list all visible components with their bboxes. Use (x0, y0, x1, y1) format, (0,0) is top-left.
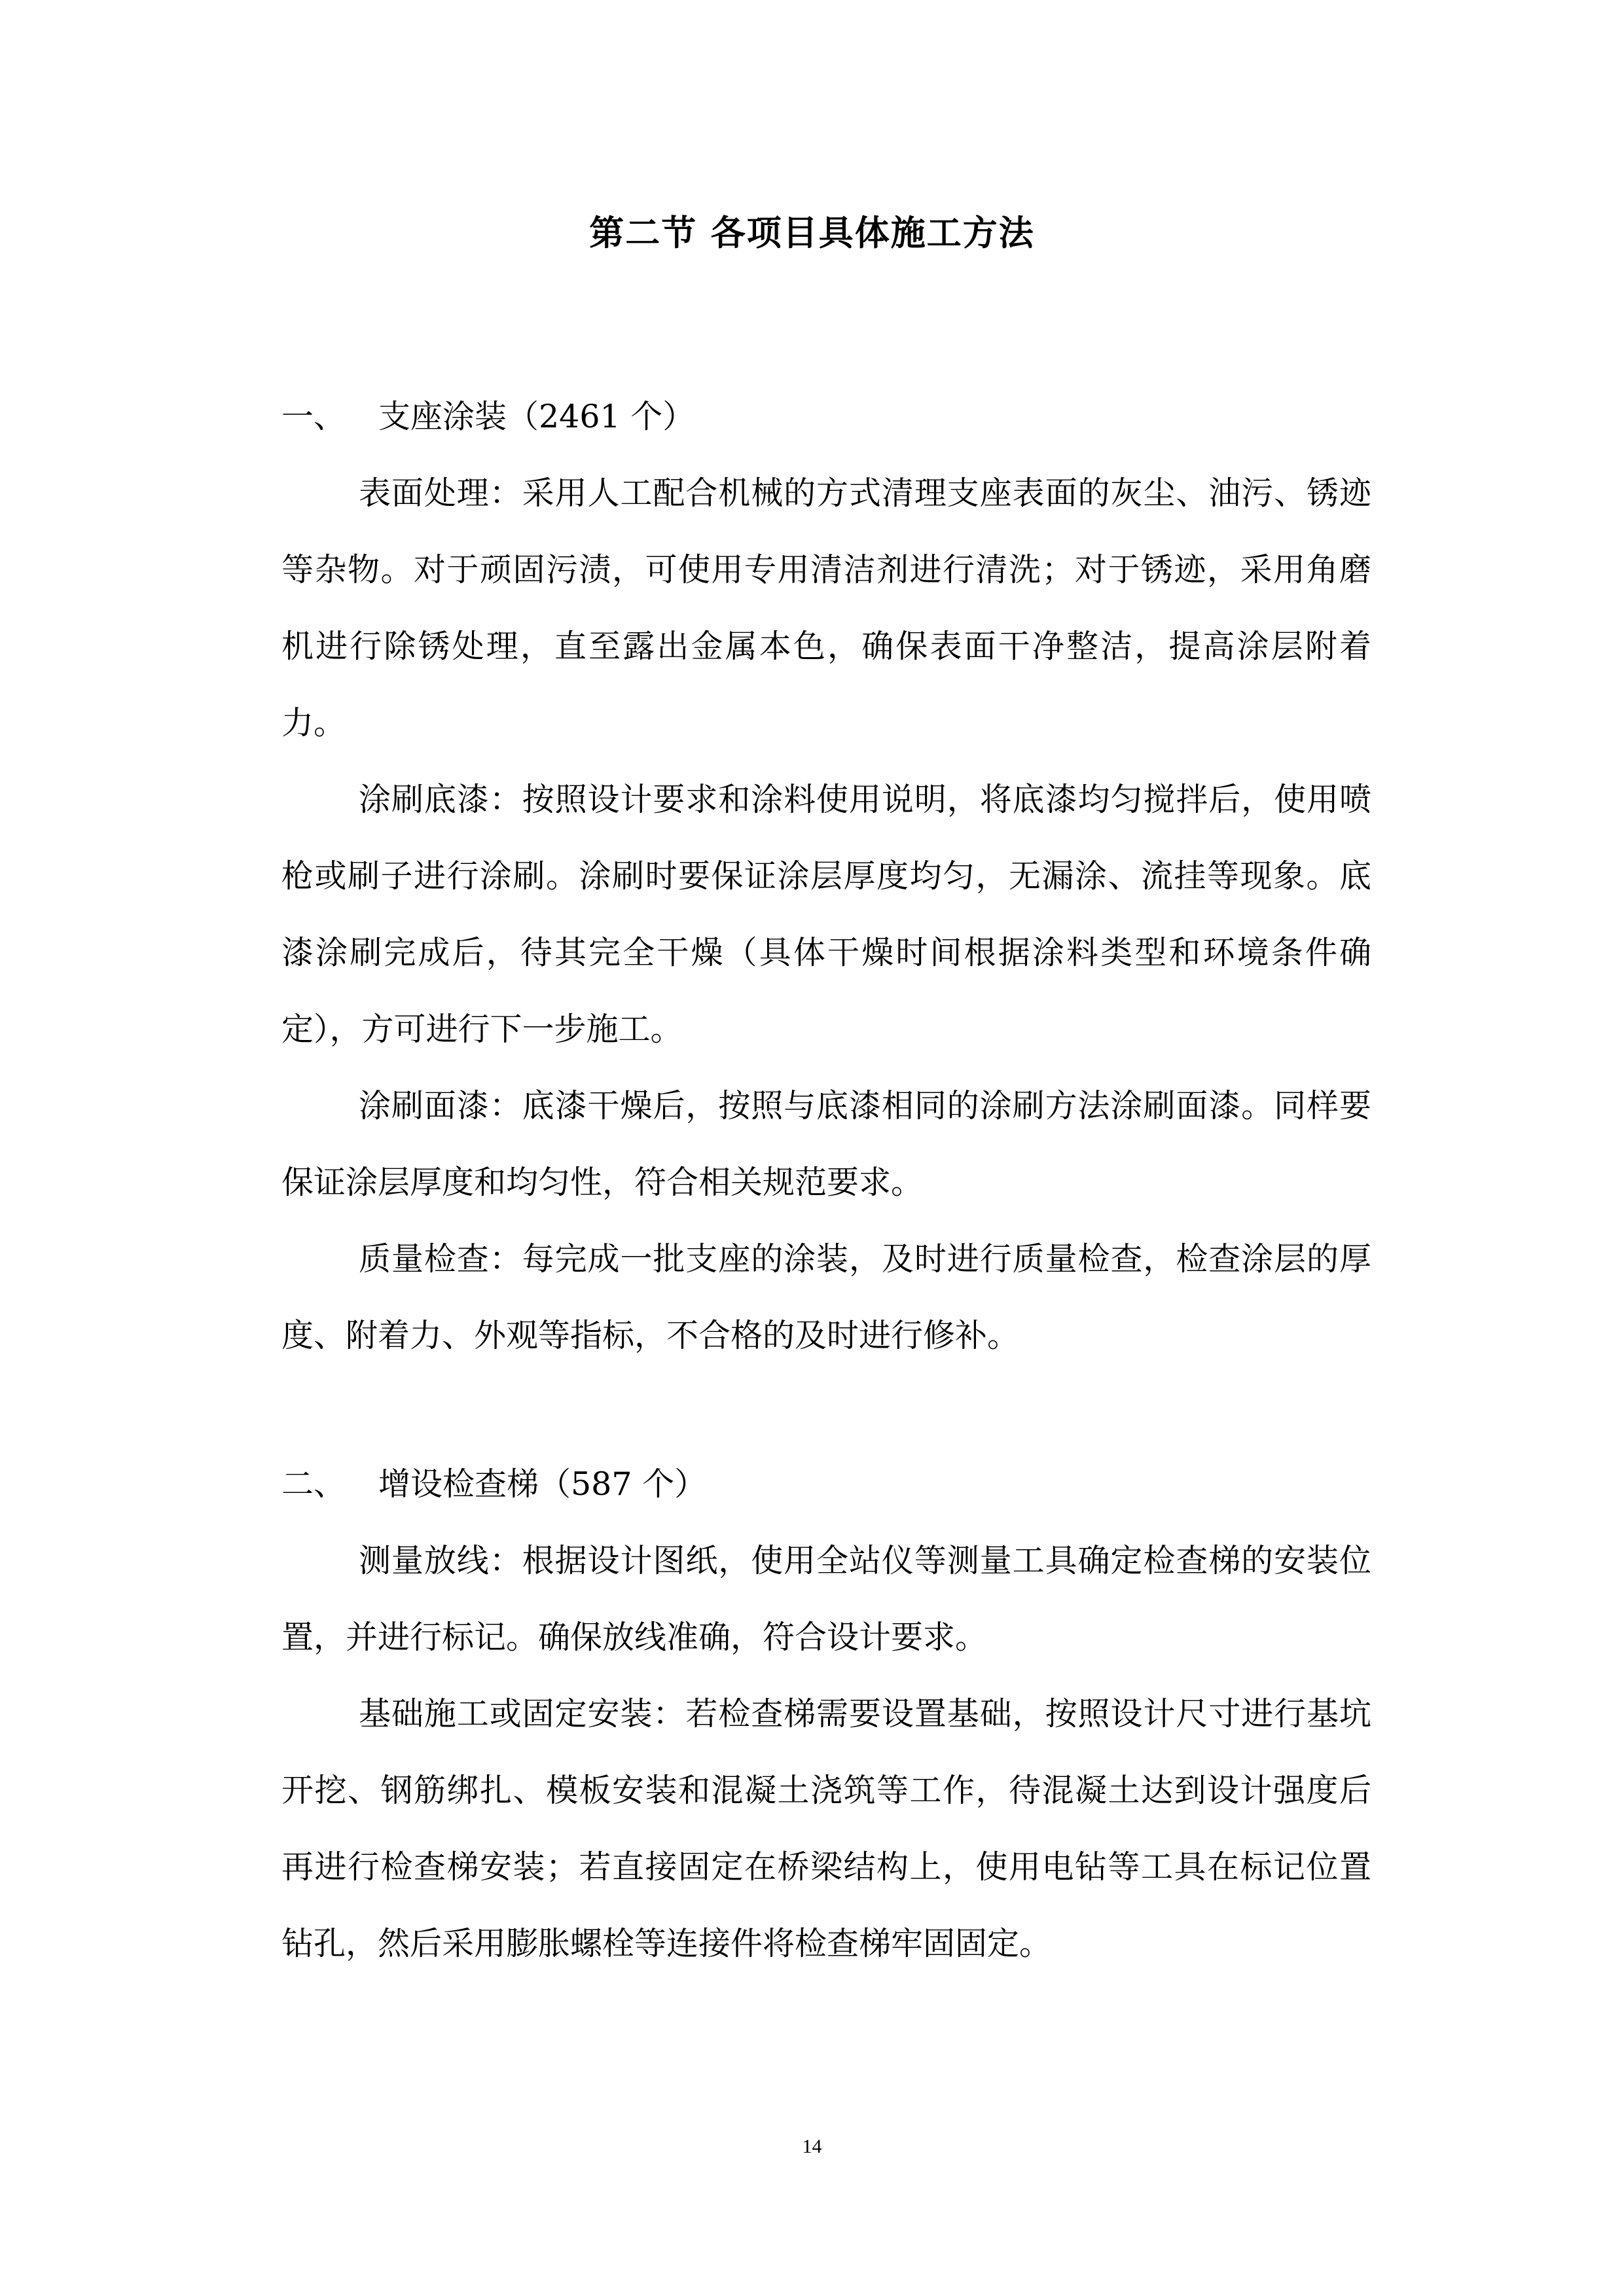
heading-inspection-ladder (281, 1446, 1371, 1522)
document-body (281, 378, 1371, 1982)
heading-support-coating (281, 378, 1371, 455)
heading-text: 支座涂装（2461 个） (378, 398, 695, 435)
paragraph-quality-check: 质量检查：每完成一批支座的涂装，及时进行质量检查，检查涂层的厚度、附着力、外观等指标，不合格的及时进行修补。 (281, 1240, 1371, 1354)
heading-number: 一、 (281, 398, 346, 435)
section-title: 第二节 各项目具体施工方法 (589, 213, 1035, 253)
section-spacer (281, 1374, 1371, 1446)
paragraph-primer: 涂刷底漆：按照设计要求和涂料使用说明，将底漆均匀搅拌后，使用喷枪或刷子进行涂刷。涂刷时要保证涂层厚度均匀，无漏涂、流挂等现象。底漆涂刷完成后，待其完全干燥（具体干燥时间根据涂料类型和环境条件确定），方可进行下一步施工。 (281, 781, 1371, 1048)
page-number: 14 (802, 2136, 822, 2157)
paragraph-surface-treatment: 表面处理：采用人工配合机械的方式清理支座表面的灰尘、油污、锈迹等杂物。对于顽固污渍，可使用专用清洁剂进行清洗；对于锈迹，采用角磨机进行除锈处理，直至露出金属本色，确保表面干净整洁，提高涂层附着力。 (281, 475, 1371, 742)
heading-text: 增设检查梯（587 个） (378, 1465, 707, 1503)
paragraph-survey-layout: 测量放线：根据设计图纸，使用全站仪等测量工具确定检查梯的安装位置，并进行标记。确保放线准确，符合设计要求。 (281, 1542, 1371, 1656)
heading-number: 二、 (281, 1465, 346, 1503)
paragraph-foundation-install: 基础施工或固定安装：若检查梯需要设置基础，按照设计尺寸进行基坑开挖、钢筋绑扎、模板安装和混凝土浇筑等工作，待混凝土达到设计强度后再进行检查梯安装；若直接固定在桥梁结构上，使用电钻等工具在标记位置钻孔，然后采用膨胀螺栓等连接件将检查梯牢固固定。 (281, 1695, 1371, 1962)
paragraph-topcoat: 涂刷面漆：底漆干燥后，按照与底漆相同的涂刷方法涂刷面漆。同样要保证涂层厚度和均匀性，符合相关规范要求。 (281, 1087, 1371, 1201)
